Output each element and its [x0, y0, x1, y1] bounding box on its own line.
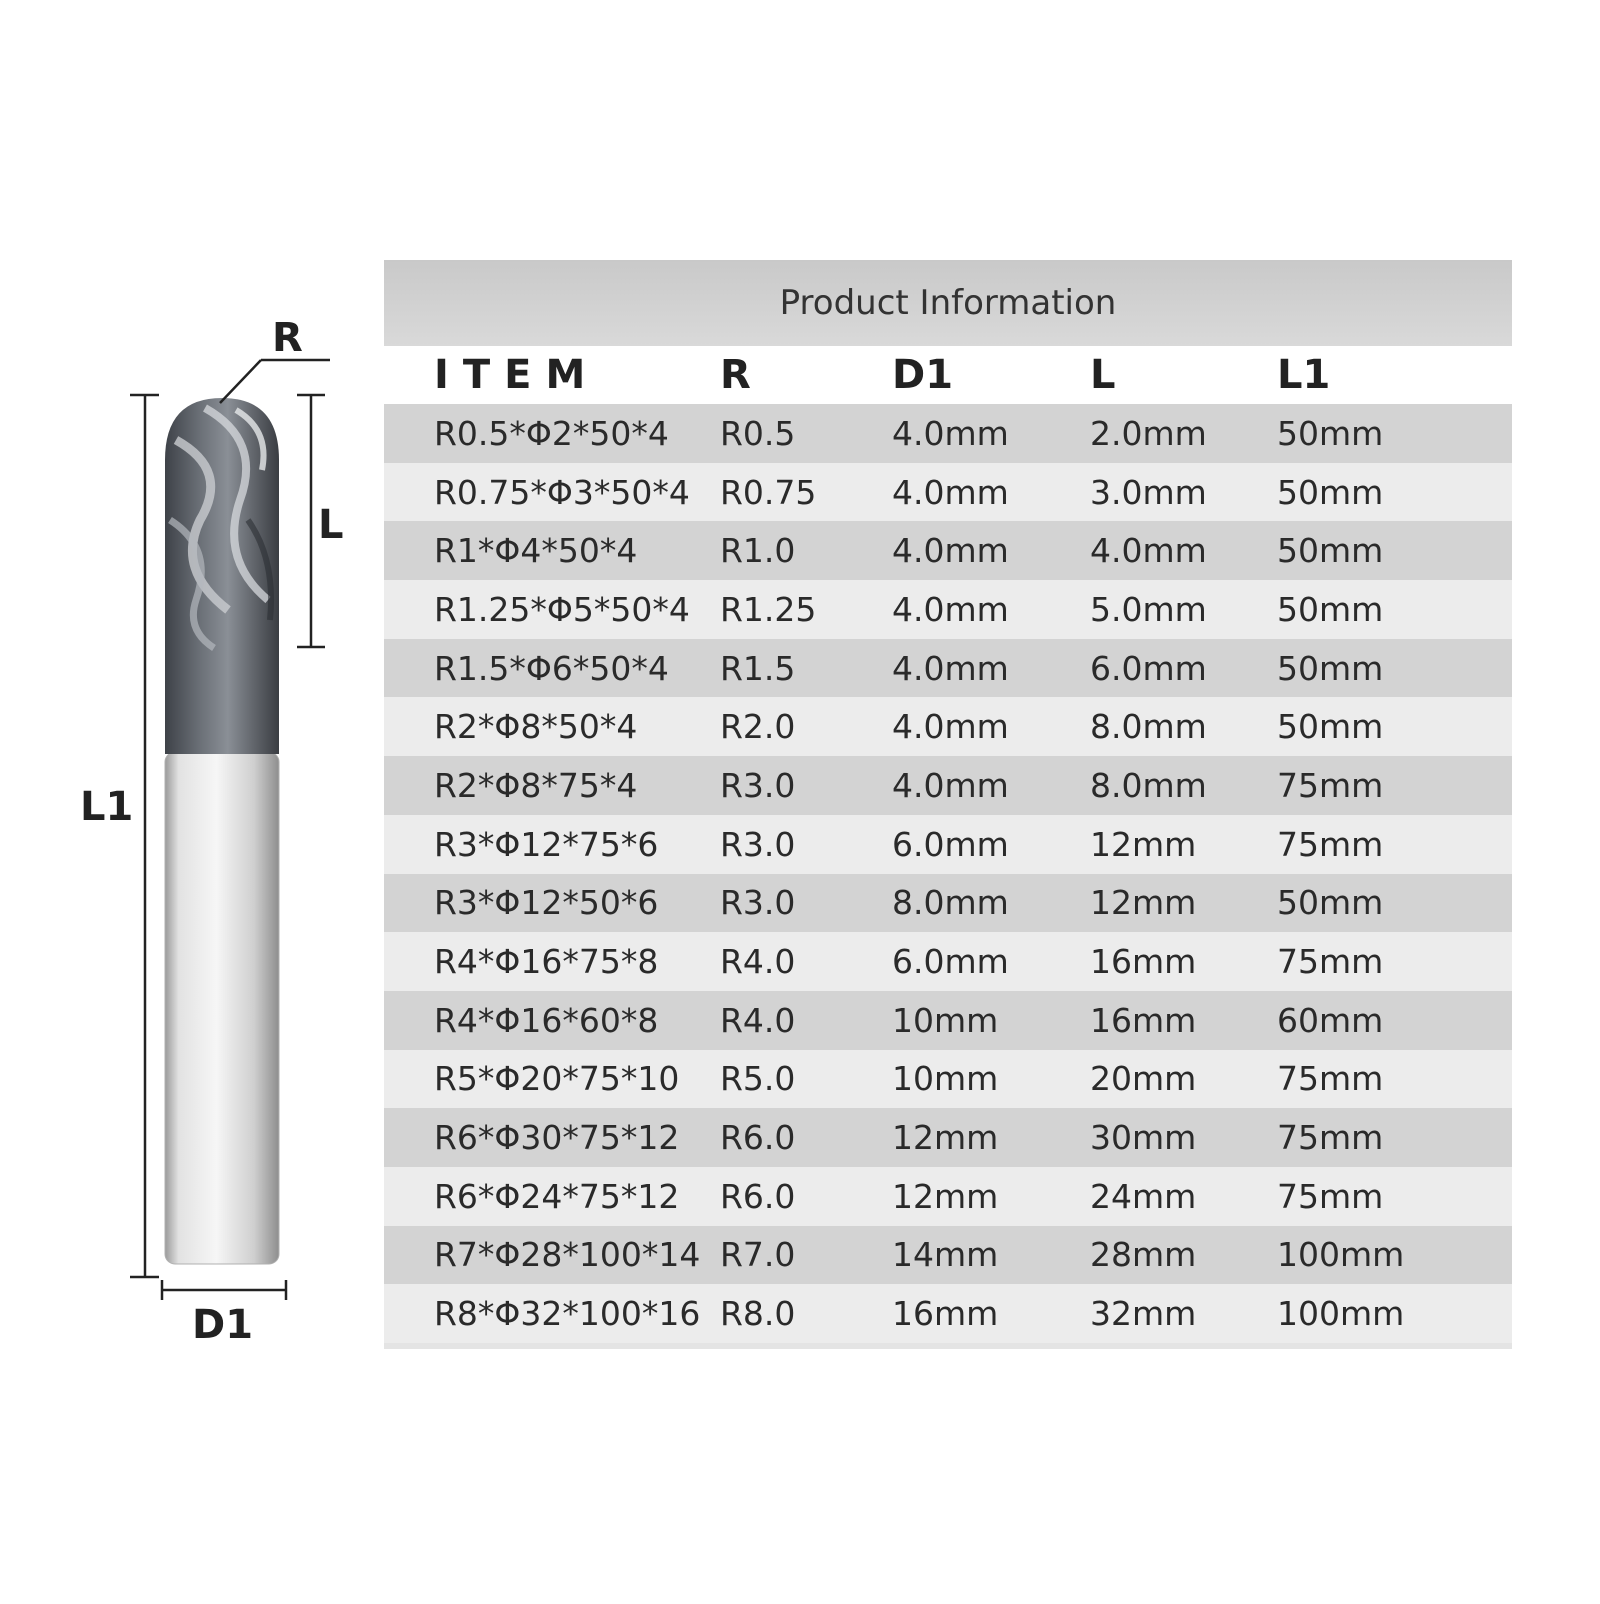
table-row: [384, 874, 1512, 933]
cell-d1: 16mm: [892, 1294, 999, 1334]
table-row: [384, 991, 1512, 1050]
table-row: [384, 1226, 1512, 1285]
table-row: [384, 463, 1512, 522]
cell-item: R5*Φ20*75*10: [434, 1059, 680, 1099]
cell-l: 16mm: [1090, 942, 1197, 982]
cell-l1: 50mm: [1277, 472, 1384, 512]
table-row: [384, 815, 1512, 874]
cell-r: R2.0: [720, 707, 796, 747]
cell-d1: 6.0mm: [892, 942, 1009, 982]
cell-l: 5.0mm: [1090, 589, 1207, 629]
cell-d1: 4.0mm: [892, 413, 1009, 453]
cell-r: R7.0: [720, 1235, 796, 1275]
dim-label-l: L: [318, 502, 344, 548]
cell-d1: 4.0mm: [892, 589, 1009, 629]
cell-r: R1.5: [720, 648, 796, 688]
cell-l: 16mm: [1090, 1000, 1197, 1040]
cell-d1: 10mm: [892, 1059, 999, 1099]
cell-item: R4*Φ16*75*8: [434, 942, 659, 982]
cell-l1: 50mm: [1277, 707, 1384, 747]
cell-l: 8.0mm: [1090, 707, 1207, 747]
cell-l1: 50mm: [1277, 531, 1384, 571]
cell-l1: 50mm: [1277, 883, 1384, 923]
cell-l: 6.0mm: [1090, 648, 1207, 688]
cell-l1: 75mm: [1277, 765, 1384, 805]
header-r: R: [720, 352, 751, 398]
cell-r: R1.25: [720, 589, 817, 629]
cell-d1: 6.0mm: [892, 824, 1009, 864]
cell-l: 2.0mm: [1090, 413, 1207, 453]
cell-l: 12mm: [1090, 824, 1197, 864]
table-title: Product Information: [384, 260, 1512, 346]
cell-item: R0.5*Φ2*50*4: [434, 413, 669, 453]
cell-l: 20mm: [1090, 1059, 1197, 1099]
table-row: [384, 1284, 1512, 1343]
cell-l1: 100mm: [1277, 1235, 1405, 1275]
cell-l: 24mm: [1090, 1176, 1197, 1216]
cell-d1: 10mm: [892, 1000, 999, 1040]
cell-l1: 75mm: [1277, 824, 1384, 864]
cell-item: R1.5*Φ6*50*4: [434, 648, 669, 688]
cell-r: R4.0: [720, 1000, 796, 1040]
cell-l1: 50mm: [1277, 413, 1384, 453]
cell-item: R4*Φ16*60*8: [434, 1000, 659, 1040]
cell-r: R8.0: [720, 1294, 796, 1334]
table-row: [384, 521, 1512, 580]
end-mill-illustration: [0, 0, 380, 1600]
table-body: [384, 404, 1512, 1343]
table-header-row: [384, 346, 1512, 404]
cell-item: R0.75*Φ3*50*4: [434, 472, 690, 512]
cell-l1: 75mm: [1277, 1176, 1384, 1216]
cell-r: R6.0: [720, 1118, 796, 1158]
cell-l: 28mm: [1090, 1235, 1197, 1275]
cell-r: R0.5: [720, 413, 796, 453]
cell-d1: 12mm: [892, 1176, 999, 1216]
cell-item: R2*Φ8*50*4: [434, 707, 638, 747]
cell-item: R8*Φ32*100*16: [434, 1294, 701, 1334]
cell-d1: 4.0mm: [892, 531, 1009, 571]
cell-l: 32mm: [1090, 1294, 1197, 1334]
cell-r: R5.0: [720, 1059, 796, 1099]
cell-item: R1*Φ4*50*4: [434, 531, 638, 571]
cell-l: 4.0mm: [1090, 531, 1207, 571]
cell-l: 8.0mm: [1090, 765, 1207, 805]
cell-item: R6*Φ24*75*12: [434, 1176, 680, 1216]
cell-d1: 4.0mm: [892, 765, 1009, 805]
cell-item: R3*Φ12*50*6: [434, 883, 659, 923]
table-row: [384, 639, 1512, 698]
cell-d1: 4.0mm: [892, 472, 1009, 512]
table-row: [384, 1167, 1512, 1226]
header-l1: L1: [1277, 352, 1331, 398]
header-item: ITEM: [434, 352, 600, 398]
table-row: [384, 932, 1512, 991]
table-row: [384, 580, 1512, 639]
coated-neck: [165, 650, 279, 754]
cell-r: R3.0: [720, 765, 796, 805]
cell-l: 3.0mm: [1090, 472, 1207, 512]
table-row: [384, 697, 1512, 756]
shank: [165, 752, 279, 1264]
cell-l1: 75mm: [1277, 942, 1384, 982]
dim-label-d1: D1: [192, 1302, 254, 1348]
cell-item: R1.25*Φ5*50*4: [434, 589, 690, 629]
cell-d1: 14mm: [892, 1235, 999, 1275]
table-row: [384, 756, 1512, 815]
table-row: [384, 404, 1512, 463]
cell-l1: 60mm: [1277, 1000, 1384, 1040]
cell-l1: 75mm: [1277, 1118, 1384, 1158]
cell-item: R6*Φ30*75*12: [434, 1118, 680, 1158]
product-info-table: [384, 260, 1512, 1349]
dim-label-l1: L1: [80, 784, 134, 830]
header-d1: D1: [892, 352, 954, 398]
cell-r: R4.0: [720, 942, 796, 982]
cell-item: R7*Φ28*100*14: [434, 1235, 701, 1275]
cell-l: 12mm: [1090, 883, 1197, 923]
cell-r: R0.75: [720, 472, 817, 512]
header-l: L: [1090, 352, 1116, 398]
cell-r: R3.0: [720, 824, 796, 864]
table-row: [384, 1108, 1512, 1167]
cell-l1: 50mm: [1277, 589, 1384, 629]
cell-l1: 100mm: [1277, 1294, 1405, 1334]
cell-l1: 75mm: [1277, 1059, 1384, 1099]
cell-r: R6.0: [720, 1176, 796, 1216]
cell-l1: 50mm: [1277, 648, 1384, 688]
cell-d1: 4.0mm: [892, 648, 1009, 688]
cell-d1: 12mm: [892, 1118, 999, 1158]
cell-item: R2*Φ8*75*4: [434, 765, 638, 805]
table-bottom-edge: [384, 1343, 1512, 1349]
cell-r: R3.0: [720, 883, 796, 923]
end-mill-diagram: [0, 0, 380, 1600]
cell-d1: 8.0mm: [892, 883, 1009, 923]
cell-item: R3*Φ12*75*6: [434, 824, 659, 864]
dim-label-r: R: [272, 315, 303, 361]
table-row: [384, 1050, 1512, 1109]
cell-r: R1.0: [720, 531, 796, 571]
cell-l: 30mm: [1090, 1118, 1197, 1158]
cell-d1: 4.0mm: [892, 707, 1009, 747]
